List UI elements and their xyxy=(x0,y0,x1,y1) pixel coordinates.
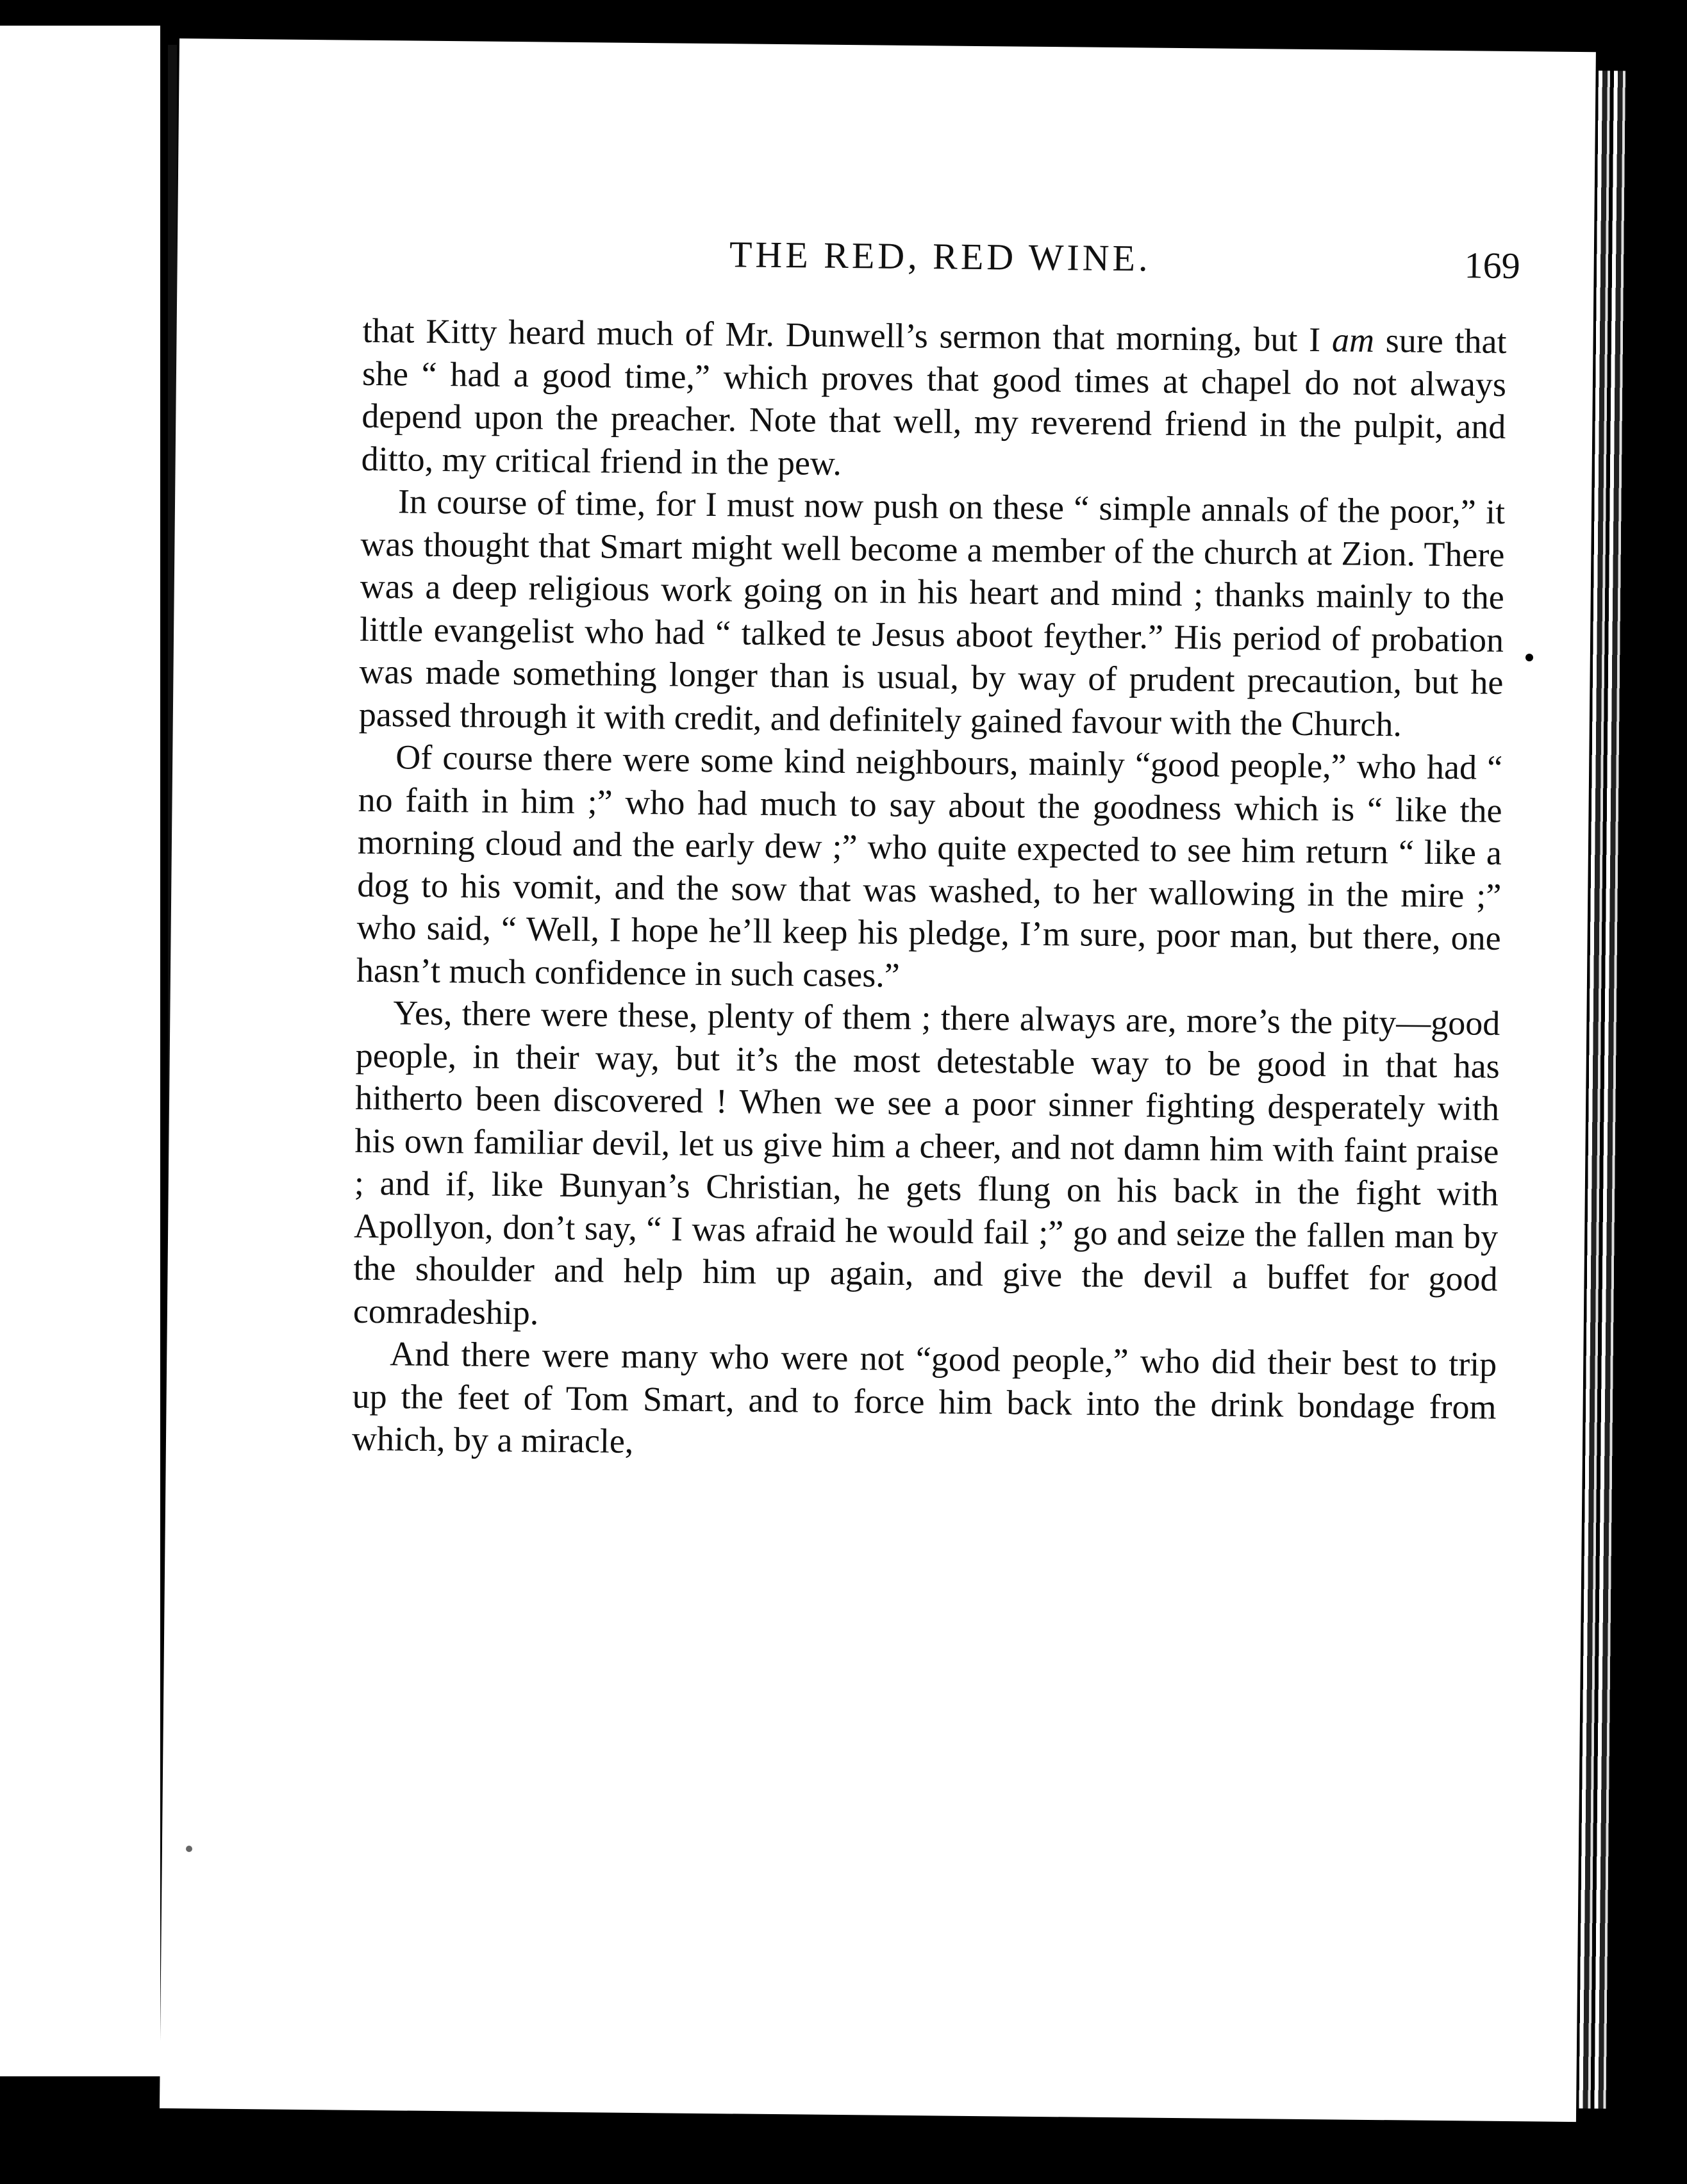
running-head xyxy=(177,228,1594,292)
paragraph-3: Of course there were some kind neighbours, mainly “good people,” who had “ no faith in him ;” who had much to say about the goodness which is “ like the morning cloud and the early dew ;” who quite expected to see him return “ like a dog to his vomit, and the sow that was washed, to her wallowing in the mire ;” who said, “ Well, I hope he’ll keep his pledge, I’m sure, poor man, but there, one hasn’t much confidence in such cases.” xyxy=(356,738,1503,995)
book-page xyxy=(160,38,1596,2122)
facing-page-edge xyxy=(0,26,160,2076)
page-number: 169 xyxy=(1464,244,1521,287)
body-text xyxy=(352,310,1507,1471)
emphasis: am xyxy=(1331,320,1375,360)
paragraph-4: Yes, there were these, plenty of them ; there always are, more’s the pity—good people, in their way, but it’s the most detestable way to be good in that has hitherto been discovered ! When we see a poor sinner fighting desperately with his own familiar devil, let us give him a cheer, and not damn him with faint praise ; and if, like Bunyan’s Christian, he gets flung on his back in the fight with Apollyon, don’t say, “ I was afraid he would fail ;” go and seize the fallen man by the shoulder and help him up again, and give the devil a buffet for good comradeship. xyxy=(353,993,1500,1332)
paragraph-5: And there were many who were not “good people,” who did their best to trip up the feet of Tom Smart, and to force him back into the drink bondage from which, by a miracle, xyxy=(351,1334,1497,1460)
paragraph-1: that Kitty heard much of Mr. Dunwell’s sermon that morning, but I am sure that she “ had a good time,” which proves that good times at chapel do not always depend upon the preacher. Note that well, my reverend friend in the pulpit, and ditto, my critical friend in the pew. xyxy=(361,311,1507,483)
scan-speck xyxy=(1525,654,1533,661)
paragraph-2: In course of time, for I must now push on these “ simple annals of the poor,” it was thought that Smart might well become a member of the church at Zion. There was a deep religious work going on in his heart and mind ; thanks mainly to the little evangelist who had “ talked te Jesus aboot feyther.” His period of probation was made something longer than is usual, by way of prudent precaution, but he passed through it with credit, and definitely gained favour with the Church. xyxy=(358,482,1506,743)
scan-speck xyxy=(186,1846,192,1852)
running-title: THE RED, RED WINE. xyxy=(729,233,1151,279)
